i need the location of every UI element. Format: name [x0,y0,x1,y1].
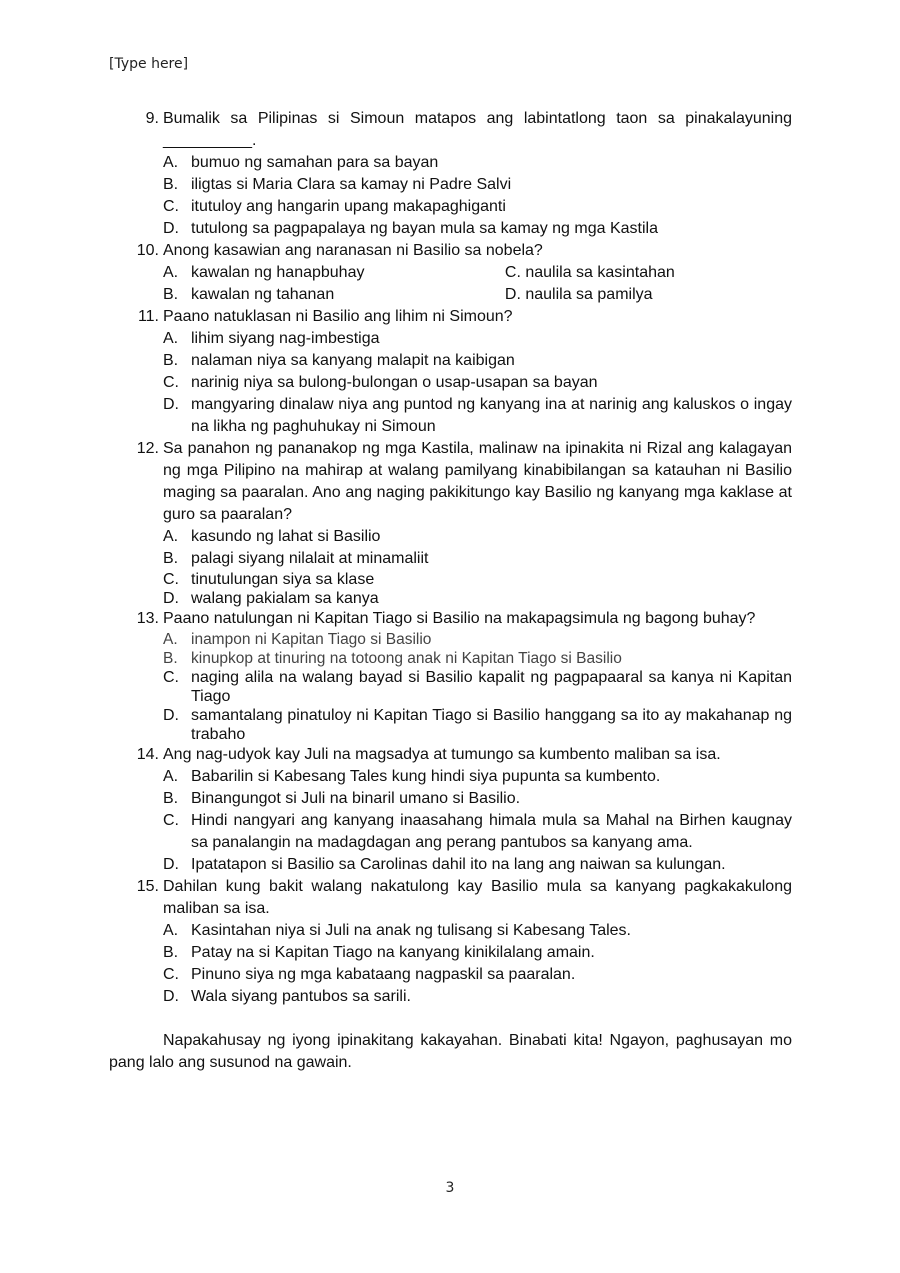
option-c [109,668,792,706]
option-letter: B. [163,176,179,193]
option-text: Kasintahan niya si Juli na anak ng tulisang si Kabesang Tales. [191,922,631,939]
option-b [109,174,792,196]
option-text: tinutulungan siya sa klase [191,571,375,588]
option-letter: D. [504,286,521,303]
question-number: 15. [136,878,159,895]
option-letter: B. [163,944,179,961]
option-b [109,284,505,306]
option-letter: D. [163,590,179,607]
option-text: Binangungot si Juli na binaril umano si Basilio. [191,790,521,807]
option-letter: B. [163,790,179,807]
question-text: Ang nag-udyok kay Juli na magsadya at tumungo sa kumbento maliban sa isa. [163,746,721,763]
option-text: naging alila na walang bayad si Basilio kapalit ng pagpapaaral sa kanya ni Kapitan Tiago [191,669,792,705]
question-text: Sa panahon ng pananakop ng mga Kastila, malinaw na ipinakita ni Rizal ang kalagayan ng mga Pilipino na mahirap at walang pamilyang kinabibilangan sa katauhan ni Basilio maging sa paaralan. Ano ang naging pakikitungo kay Basilio ng kanyang mga kaklase at guro sa paaralan? [163,440,792,523]
option-text: kinupkop at tinuring na totoong anak ni Kapitan Tiago si Basilio [191,650,622,667]
option-a [109,766,792,788]
option-b [109,649,792,668]
question-9 [109,108,792,152]
option-letter: B. [163,550,179,567]
option-text: inampon ni Kapitan Tiago si Basilio [191,631,432,648]
option-a [109,262,505,284]
option-letter: C. [163,374,179,391]
option-text: bumuo ng samahan para sa bayan [191,154,439,171]
option-c [109,570,792,589]
option-a [109,920,792,942]
option-letter: A. [163,922,179,939]
option-text: tutulong sa pagpapalaya ng bayan mula sa kamay ng mga Kastila [191,220,658,237]
question-text: Anong kasawian ang naranasan ni Basilio sa nobela? [163,242,543,259]
option-letter: A. [163,330,179,347]
question-text: Bumalik sa Pilipinas si Simoun matapos ang labintatlong taon sa pinakalayuning __________. [163,110,792,149]
option-d [109,589,792,608]
option-letter: C. [163,198,179,215]
question-12 [109,438,792,526]
option-letter: A. [163,768,179,785]
question-number: 12. [136,440,159,457]
option-letter: D. [163,988,179,1005]
option-letter: D. [163,396,179,413]
question-number: 10. [136,242,159,259]
option-letter: B. [163,650,178,667]
option-letter: D. [163,707,179,724]
question-10 [109,240,792,262]
question-11 [109,306,792,328]
option-text: Patay na si Kapitan Tiago na kanyang kinikilalang amain. [191,944,595,961]
question-text: Paano natulungan ni Kapitan Tiago si Basilio na makapagsimula ng bagong buhay? [163,610,756,627]
option-text: kawalan ng tahanan [191,286,335,303]
question-number: 9. [145,110,159,127]
page-number: 3 [445,1180,455,1196]
option-d [109,706,792,744]
question-13 [109,608,792,630]
option-letter: D. [163,220,179,237]
option-text: iligtas si Maria Clara sa kamay ni Padre Salvi [191,176,512,193]
option-letter: C. [504,264,521,281]
option-letter: A. [163,631,178,648]
option-a [109,526,792,548]
option-text: naulila sa kasintahan [525,264,675,281]
option-d [109,218,792,240]
question-number: 13. [136,610,159,627]
option-d [109,394,792,438]
question-number: 11. [137,308,159,325]
option-text: samantalang pinatuloy ni Kapitan Tiago si Basilio hanggang sa ito ay makahanap ng trabaho [191,707,792,743]
closing-paragraph: Napakahusay ng iyong ipinakitang kakayahan. Binabati kita! Ngayon, paghusayan mo pang lalo ang susunod na gawain. [109,1032,792,1071]
option-letter: A. [163,264,179,281]
option-d [505,284,792,306]
option-b [109,942,792,964]
option-c [109,372,792,394]
option-c [109,196,792,218]
option-letter: A. [163,528,179,545]
option-text: lihim siyang nag-imbestiga [191,330,380,347]
option-a [109,152,792,174]
option-letter: B. [163,286,179,303]
option-d [109,986,792,1008]
option-letter: C. [163,812,179,829]
option-text: Pinuno siya ng mga kabataang nagpaskil sa paaralan. [191,966,576,983]
question-15 [109,876,792,920]
option-row [109,284,792,306]
option-text: walang pakialam sa kanya [191,590,379,607]
option-letter: C. [163,571,179,588]
question-number: 14. [136,746,159,763]
option-text: Wala siyang pantubos sa sarili. [191,988,411,1005]
option-text: palagi siyang nilalait at minamaliit [191,550,429,567]
page-header: [Type here] [109,56,189,72]
option-b [109,788,792,810]
option-b [109,548,792,570]
option-c [505,262,792,284]
option-letter: C. [163,966,179,983]
option-a [109,630,792,649]
option-text: Hindi nangyari ang kanyang inaasahang himala mula sa Mahal na Birhen kaugnay sa panalangin na madagdagan ang perang pantubos sa kanyang ama. [191,812,792,851]
question-list [109,108,792,1074]
option-text: Ipatatapon si Basilio sa Carolinas dahil ito na lang ang naiwan sa kulungan. [191,856,726,873]
option-b [109,350,792,372]
option-text: kasundo ng lahat si Basilio [191,528,381,545]
option-text: narinig niya sa bulong-bulongan o usap-usapan sa bayan [191,374,598,391]
option-letter: C. [163,669,179,686]
option-c [109,810,792,854]
option-row [109,262,792,284]
option-text: Babarilin si Kabesang Tales kung hindi siya pupunta sa kumbento. [191,768,661,785]
option-c [109,964,792,986]
option-letter: D. [163,856,179,873]
option-d [109,854,792,876]
question-14 [109,744,792,766]
option-a [109,328,792,350]
question-text: Dahilan kung bakit walang nakatulong kay Basilio mula sa kanyang pagkakakulong maliban sa isa. [163,878,792,917]
option-letter: B. [163,352,179,369]
question-text: Paano natuklasan ni Basilio ang lihim ni Simoun? [163,308,513,325]
option-text: kawalan ng hanapbuhay [191,264,365,281]
option-text: mangyaring dinalaw niya ang puntod ng kanyang ina at narinig ang kaluskos o ingay na likha ng paghuhukay ni Simoun [191,396,792,435]
option-text: nalaman niya sa kanyang malapit na kaibigan [191,352,515,369]
option-letter: A. [163,154,179,171]
option-text: itutuloy ang hangarin upang makapaghiganti [191,198,506,215]
option-text: naulila sa pamilya [525,286,653,303]
